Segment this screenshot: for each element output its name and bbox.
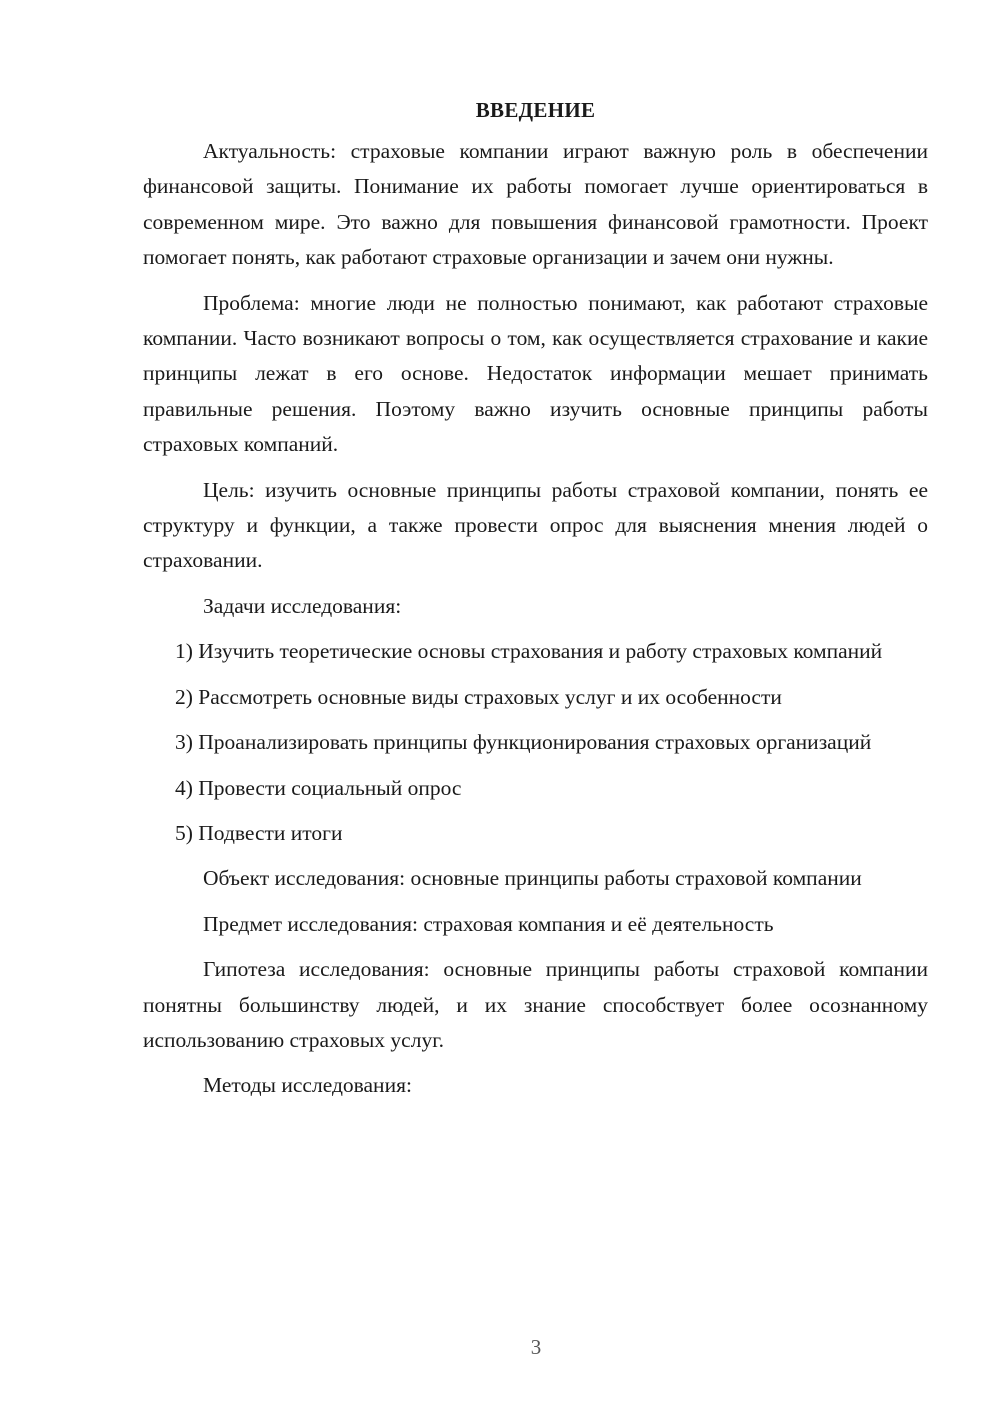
page-content bbox=[143, 94, 928, 1104]
paragraph-hypothesis: Гипотеза исследования: основные принципы работы страховой компании понятны большинству людей, и их знание способствует более осознанному использованию страховых услуг. bbox=[143, 957, 928, 1052]
paragraph-tasks-heading: Задачи исследования: bbox=[203, 593, 402, 618]
list-item-task-3: 3) Проанализировать принципы функционирования страховых организаций bbox=[175, 730, 872, 755]
paragraph-relevance: Актуальность: страховые компании играют важную роль в обеспечении финансовой защиты. Понимание их работы помогает лучше ориентироваться в современном мире. Это важно для повышения финансовой грамотности. Проект помогает понять, как работают страховые организации и зачем они нужны. bbox=[143, 139, 928, 270]
paragraph-object: Объект исследования: основные принципы работы страховой компании bbox=[203, 866, 862, 891]
list-item-task-4: 4) Провести социальный опрос bbox=[175, 775, 462, 800]
paragraph-goal: Цель: изучить основные принципы работы страховой компании, понять ее структуру и функции, а также провести опрос для выяснения мнения людей о страховании. bbox=[143, 477, 928, 573]
paragraph-problem: Проблема: многие люди не полностью понимают, как работают страховые компании. Часто возникают вопросы о том, как осуществляется страхование и какие принципы лежат в его основе. Недостаток информации мешает принимать правильные решения. Поэтому важно изучить основные принципы работы страховых компаний. bbox=[143, 290, 928, 457]
paragraph-subject: Предмет исследования: страховая компания и её деятельность bbox=[203, 911, 774, 936]
page-title: ВВЕДЕНИЕ bbox=[475, 98, 596, 122]
list-item-task-2: 2) Рассмотреть основные виды страховых услуг и их особенности bbox=[175, 684, 782, 709]
list-item-task-1: 1) Изучить теоретические основы страхования и работу страховых компаний bbox=[175, 639, 883, 664]
list-item-task-5: 5) Подвести итоги bbox=[175, 820, 343, 845]
page-number: 3 bbox=[530, 1335, 542, 1359]
paragraph-methods-heading: Методы исследования: bbox=[203, 1073, 412, 1098]
